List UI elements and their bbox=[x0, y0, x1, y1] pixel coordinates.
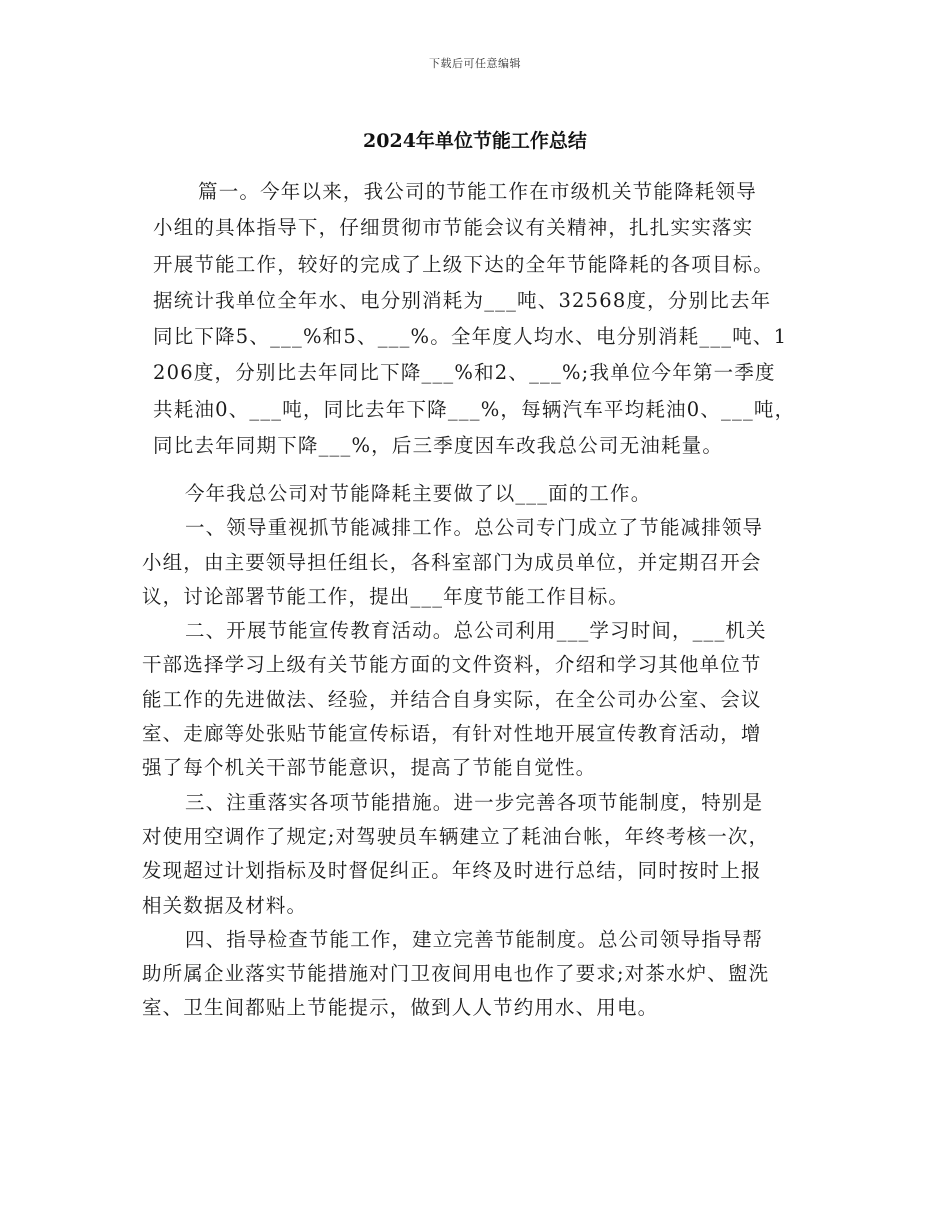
body-section bbox=[142, 477, 822, 1026]
paragraph-line: 干部选择学习上级有关节能方面的文件资料，介绍和学习其他单位节 bbox=[142, 653, 762, 677]
paragraph-line: 今年我总公司对节能降耗主要做了以___面的工作。 bbox=[185, 482, 652, 505]
paragraph-line: 议，讨论部署节能工作，提出___年度节能工作目标。 bbox=[142, 584, 630, 608]
intro-line: 据统计我单位全年水、电分别消耗为___吨、32568度，分别比去年 bbox=[153, 288, 772, 312]
intro-line: 小组的具体指导下，仔细贯彻市节能会议有关精神，扎扎实实落实 bbox=[153, 216, 754, 240]
paragraph-line: 能工作的先进做法、经验，并结合自身实际，在全公司办公室、会议 bbox=[142, 687, 762, 711]
paragraph-line: 室、走廊等处张贴节能宣传标语，有针对性地开展宣传教育活动，增 bbox=[142, 722, 762, 746]
intro-line: 篇一。今年以来，我公司的节能工作在市级机关节能降耗领导 bbox=[198, 180, 757, 203]
paragraph-line: 二、开展节能宣传教育活动。总公司利用___学习时间，___机关 bbox=[185, 619, 767, 643]
header-note: 下载后可任意编辑 bbox=[429, 57, 521, 70]
paragraph-line: 助所属企业落实节能措施对门卫夜间用电也作了要求;对茶水炉、盥洗 bbox=[142, 962, 770, 986]
intro-paragraph bbox=[153, 174, 813, 464]
paragraph-line: 对使用空调作了规定;对驾驶员车辆建立了耗油台帐，年终考核一次， bbox=[142, 824, 770, 848]
paragraph-summary bbox=[142, 477, 822, 511]
intro-line: 开展节能工作，较好的完成了上级下达的全年节能降耗的各项目标。 bbox=[153, 252, 775, 276]
paragraph-inspection bbox=[142, 923, 822, 1026]
paragraph-measures bbox=[142, 786, 822, 923]
paragraph-education bbox=[142, 614, 822, 785]
paragraph-line: 发现超过计划指标及时督促纠正。年终及时进行总结，同时按时上报 bbox=[142, 859, 762, 883]
paragraph-leadership bbox=[142, 511, 822, 614]
paragraph-line: 一、领导重视抓节能减排工作。总公司专门成立了节能减排领导 bbox=[185, 516, 764, 540]
intro-line: 206度，分别比去年同比下降___%和2、___%;我单位今年第一季度 bbox=[153, 361, 776, 385]
paragraph-line: 三、注重落实各项节能措施。进一步完善各项节能制度，特别是 bbox=[185, 790, 764, 814]
intro-line: 同比下降5、___%和5、___%。全年度人均水、电分别消耗___吨、1 bbox=[153, 325, 788, 349]
paragraph-line: 室、卫生间都贴上节能提示，做到人人节约用水、用电。 bbox=[142, 996, 659, 1020]
document-title: 2024年单位节能工作总结 bbox=[363, 130, 587, 152]
intro-line: 同比去年同期下降___%，后三季度因车改我总公司无油耗量。 bbox=[153, 434, 724, 458]
paragraph-line: 四、指导检查节能工作，建立完善节能制度。总公司领导指导帮 bbox=[185, 927, 764, 951]
intro-line: 共耗油0、___吨，同比去年下降___%，每辆汽车平均耗油0、___吨， bbox=[153, 397, 796, 421]
paragraph-line: 小组，由主要领导担任组长，各科室部门为成员单位，并定期召开会 bbox=[142, 550, 762, 574]
paragraph-line: 强了每个机关干部节能意识，提高了节能自觉性。 bbox=[142, 756, 597, 780]
paragraph-line: 相关数据及材料。 bbox=[142, 893, 308, 917]
